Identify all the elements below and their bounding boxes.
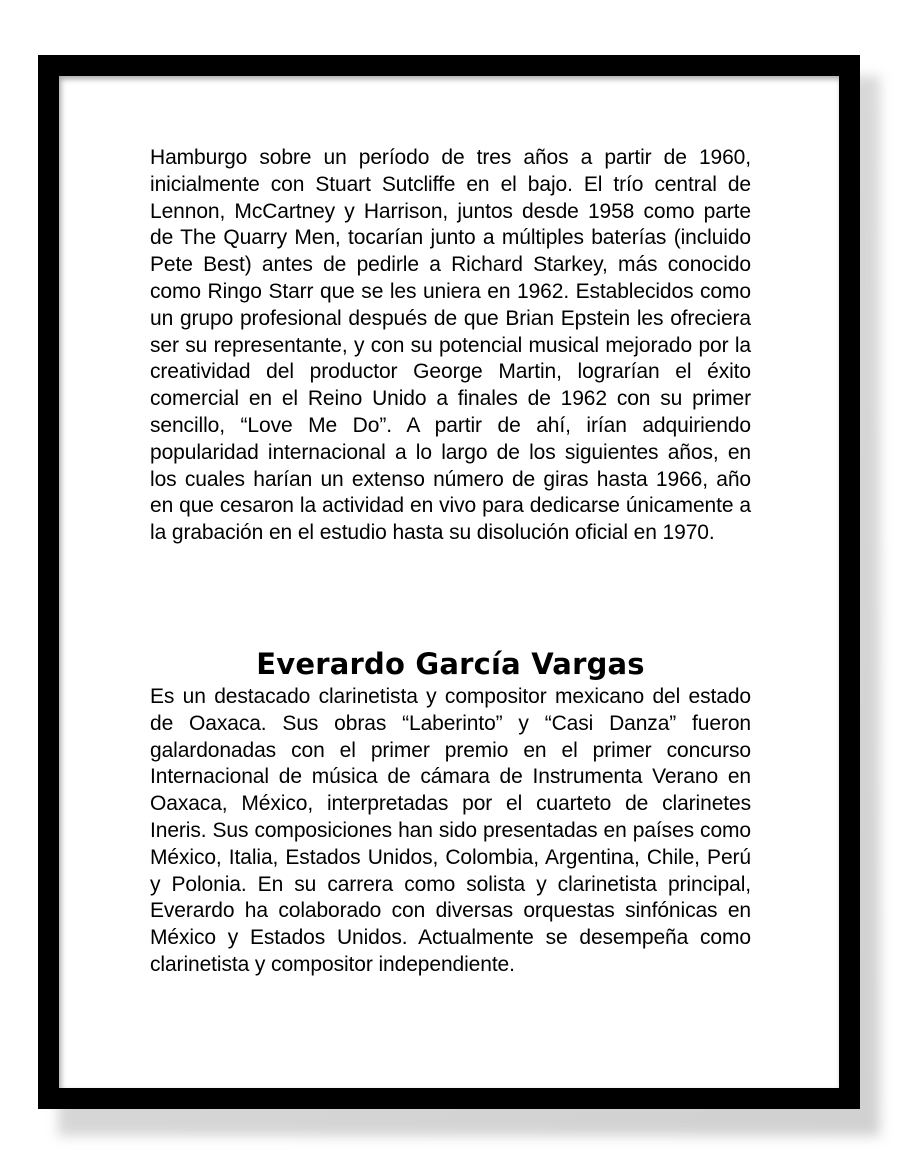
biography-paragraph-everardo: Es un destacado clarinetista y compositor mexicano del estado de Oaxaca. Sus obras “Laberinto” y “Casi Danza” fueron galardonadas con el primer premio en el primer concurso Internacional de música de cámara de Instrumenta Verano en Oaxaca, México, interpretadas por el cuarteto de clarinetes Ineris. Sus composiciones han sido presentadas en países como México, Italia, Estados Unidos, Colombia, Argentina, Chile, Perú y Polonia. En su carrera como solista y clarinetista principal, Everardo ha colaborado con diversas orquestas sinfónicas en México y Estados Unidos. Actualmente se desempeña como clarinetista y compositor independiente. (150, 685, 751, 976)
section-heading-everardo-garcia-vargas: Everardo García Vargas (256, 647, 645, 681)
biography-paragraph-beatles: Hamburgo sobre un período de tres años a partir de 1960, inicialmente con Stuart Sutcliffe en el bajo. El trío central de Lennon, McCartney y Harrison, juntos desde 1958 como parte de The Quarry Men, tocarían junto a múltiples baterías (incluido Pete Best) antes de pedirle a Richard Starkey, más conocido como Ringo Starr que se les uniera en 1962. Establecidos como un grupo profesional después de que Brian Epstein les ofreciera ser su representante, y con su potencial musical mejorado por la creatividad del productor George Martin, lograrían el éxito comercial en el Reino Unido a finales de 1962 con su primer sencillo, “Love Me Do”. A partir de ahí, irían adquiriendo popularidad internacional a lo largo de los siguientes años, en los cuales harían un extenso número de giras hasta 1966, año en que cesaron la actividad en vivo para dedicarse únicamente a la grabación en el estudio hasta su disolución oficial en 1970. (150, 146, 751, 545)
